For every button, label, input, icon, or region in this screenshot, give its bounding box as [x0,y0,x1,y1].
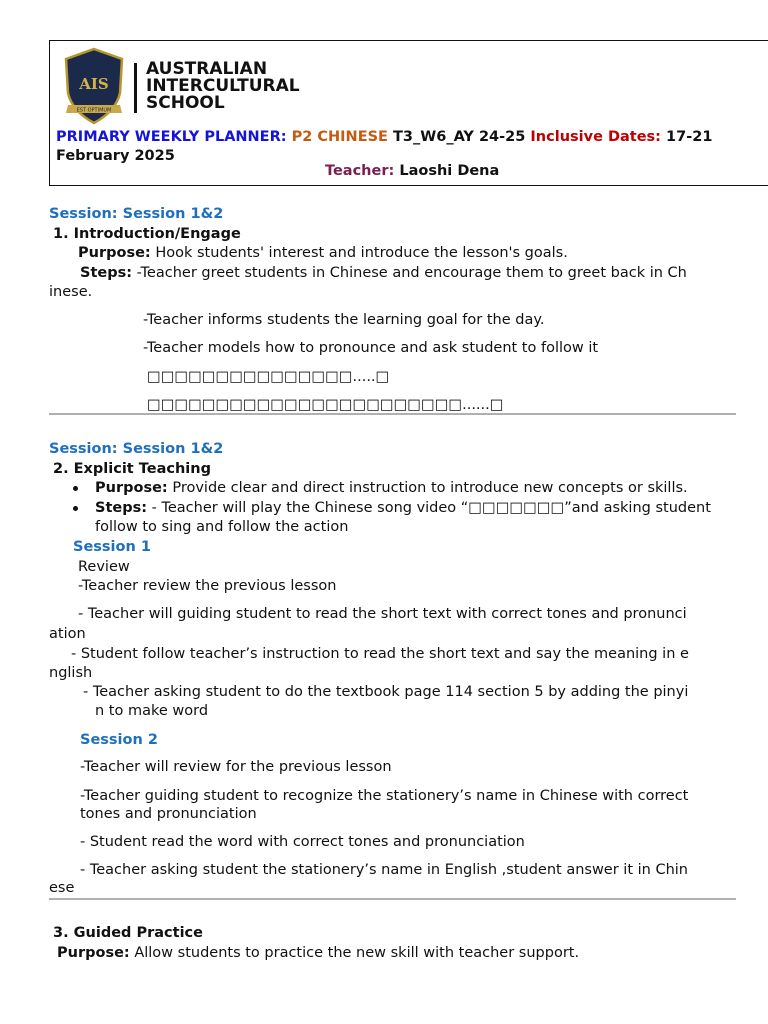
session-step-cont: tones and pronunciation [80,806,257,822]
session-step: -Teacher guiding student to recognize the stationery’s name in Chinese with correct [80,788,689,804]
logo-banner: EST OPTIMUM [76,107,112,114]
session-step: - Student read the word with correct tones and pronunciation [80,834,525,850]
purpose-line: Purpose: Provide clear and direct instruction to introduce new concepts or skills. [95,480,688,496]
session-step: -Teacher will review for the previous lesson [80,759,392,775]
chinese-line: □□□□□□□□□□□□□□□.....□ [147,369,390,385]
model-line: -Teacher models how to pronounce and ask student to follow it [143,340,599,356]
steps-line: Steps: -Teacher greet students in Chinese and encourage them to greet back in Ch [80,265,687,281]
session-step-cont: n to make word [95,703,209,719]
session-step: - Teacher asking student the stationery’s name in English ,student answer it in Chin [80,862,688,878]
session-heading: Session: Session 1&2 [49,441,224,457]
section-divider [49,898,736,900]
goal-line: -Teacher informs students the learning goal for the day. [143,312,545,328]
logo-text: AIS [79,75,109,93]
session-1-label: Session 1 [73,539,151,555]
session-step: - Teacher asking student to do the textbook page 114 section 5 by adding the pinyi [83,684,689,700]
session-step: - Student follow teacher’s instruction to read the short text and say the meaning in e [71,646,689,662]
session-step: - Teacher will guiding student to read the short text with correct tones and pronunci [78,606,687,622]
session-step-cont: nglish [49,665,93,681]
teacher-info: Teacher: Laoshi Dena [325,163,500,179]
steps-line-cont: inese. [49,284,93,300]
logo-divider [134,63,137,113]
school-name: AUSTRALIAN INTERCULTURAL SCHOOL [146,59,300,113]
purpose-line: Purpose: Hook students' interest and introduce the lesson's goals. [78,245,568,261]
section-title: 3. Guided Practice [53,925,203,941]
planner-header [49,40,768,186]
session-heading: Session: Session 1&2 [49,206,224,222]
session-step-cont: ation [49,626,86,642]
section-divider [49,413,736,415]
steps-line: Steps: - Teacher will play the Chinese song video “□□□□□□□”and asking student [95,500,711,516]
session-step-cont: ese [49,880,75,896]
section-title: 2. Explicit Teaching [53,461,211,477]
purpose-line: Purpose: Allow students to practice the new skill with teacher support. [57,945,580,961]
planner-title: PRIMARY WEEKLY PLANNER: P2 CHINESE T3_W6_AY 24-25 Inclusive Dates: 17-21 February 2025 [56,129,713,164]
chinese-line: □□□□□□□□□□□□□□□□□□□□□□□......□ [147,397,504,413]
bullet-icon [73,506,78,511]
review-label: Review [78,559,130,575]
steps-line-cont: follow to sing and follow the action [95,519,349,535]
session-2-label: Session 2 [80,732,158,748]
bullet-icon [73,486,78,491]
session-step: -Teacher review the previous lesson [78,578,337,594]
school-logo [62,47,126,127]
section-title: 1. Introduction/Engage [53,226,241,242]
